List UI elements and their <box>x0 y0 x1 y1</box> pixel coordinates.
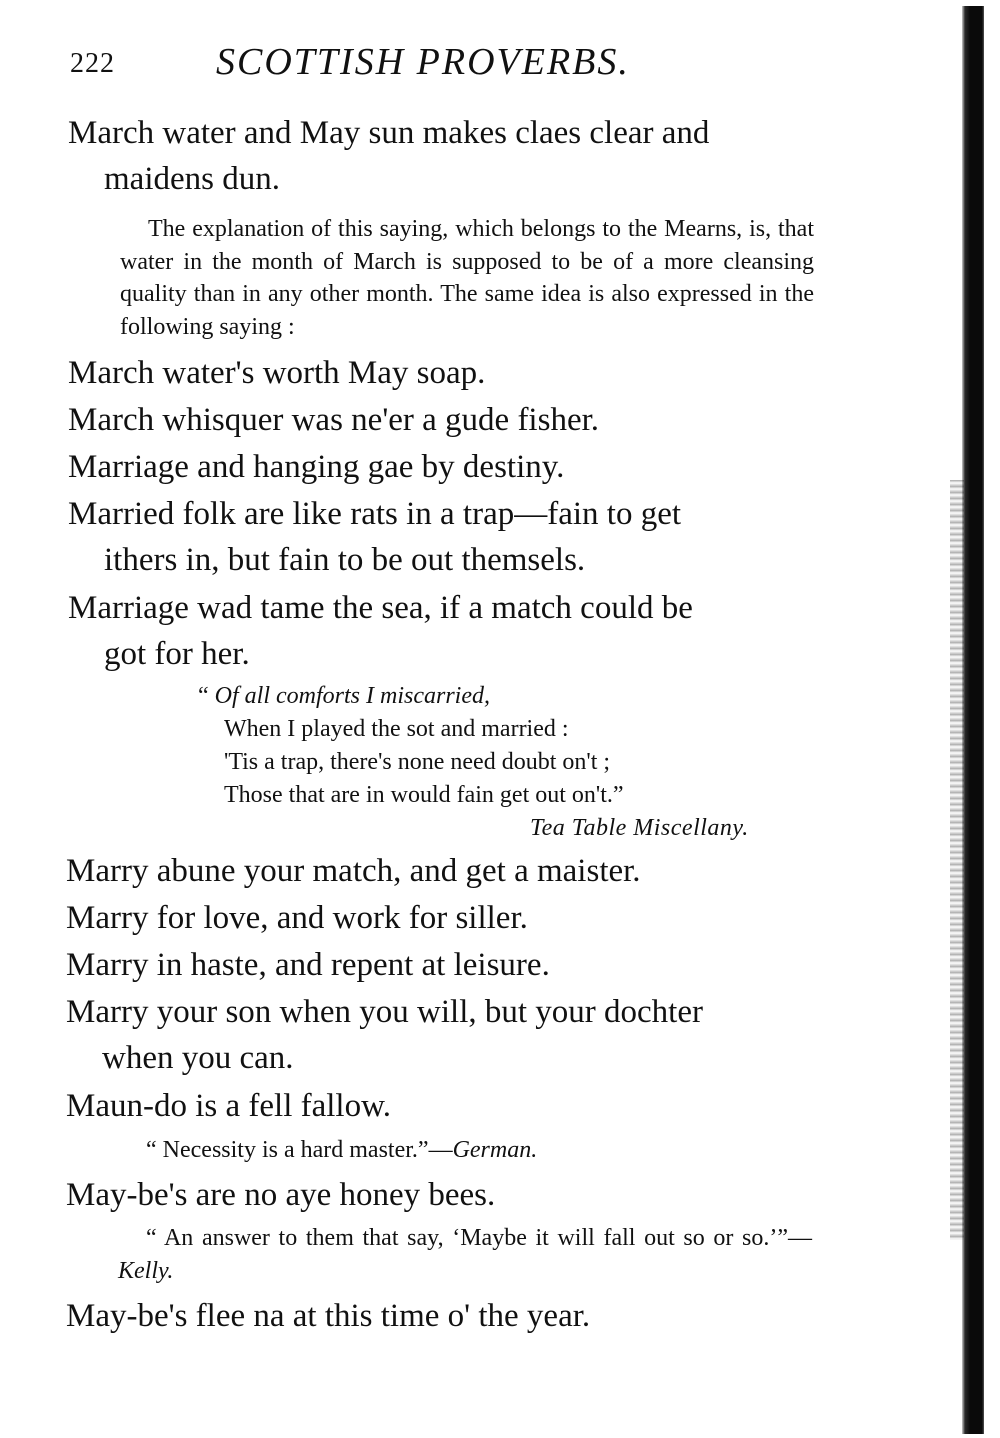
page-number: 222 <box>70 48 115 79</box>
open-quote: “ <box>198 683 215 709</box>
proverb-line-continued: got for her. <box>104 636 250 672</box>
proverb-line-continued: maidens dun. <box>104 161 280 197</box>
note-text: “ Necessity is a hard master.”— <box>146 1137 453 1163</box>
note-source: Kelly. <box>118 1257 174 1284</box>
verse-line-4: Those that are in would fain get out on't.” <box>224 782 624 808</box>
verse-quotation <box>198 680 624 812</box>
proverb-marry-for-love: Marry for love, and work for siller. <box>66 900 528 936</box>
proverb-march-whisquer: March whisquer was ne'er a gude fisher. <box>68 402 600 438</box>
page-binding-shadow <box>950 480 964 1240</box>
proverb-maybes-honey-bees: May-be's are no aye honey bees. <box>66 1177 496 1213</box>
proverb-married-folk-rats <box>68 491 681 583</box>
proverb-marry-in-haste: Marry in haste, and repent at leisure. <box>66 947 550 983</box>
note-text: “ An answer to them that say, ‘Maybe it will fall out so or so.’”— <box>146 1225 812 1251</box>
proverb-line-continued: when you can. <box>102 1040 294 1076</box>
proverb-marriage-tame-sea <box>68 585 693 677</box>
proverb-line: Married folk are like rats in a trap—fain to get <box>68 496 682 532</box>
proverb-marry-your-son <box>66 989 703 1081</box>
proverb-marry-abune: Marry abune your match, and get a maister. <box>66 853 641 889</box>
verse-line-1: “ Of all comforts I miscarried, <box>198 683 490 709</box>
note-source: German. <box>452 1137 538 1163</box>
proverb-march-waters-worth: March water's worth May soap. <box>68 355 486 391</box>
running-title: SCOTTISH PROVERBS. <box>216 41 630 83</box>
proverb-maybes-flee-na: May-be's flee na at this time o' the year. <box>66 1298 591 1334</box>
page-binding-edge <box>962 6 984 1434</box>
page-header <box>70 40 830 90</box>
proverb-maun-do: Maun-do is a fell fallow. <box>66 1088 392 1124</box>
note-necessity <box>146 1134 537 1167</box>
verse-line-2: When I played the sot and married : <box>224 716 569 742</box>
note-kelly-answer <box>118 1222 812 1287</box>
verse-line-3: 'Tis a trap, there's none need doubt on't ; <box>224 749 611 775</box>
proverb-line-continued: ithers in, but fain to be out themsels. <box>104 542 586 578</box>
proverb-line: Marry your son when you will, but your dochter <box>66 994 703 1030</box>
proverb-line: Marriage wad tame the sea, if a match could be <box>68 590 693 626</box>
proverb-line: March water and May sun makes claes clear and <box>68 115 710 151</box>
explanatory-note-mearns: The explanation of this saying, which belongs to the Mearns, is, that water in the month of March is supposed to be of a more cleansing quality than in any other month. The same idea is also expressed in the following saying : <box>120 216 814 340</box>
verse-source: Tea Table Miscellany. <box>530 815 749 841</box>
proverb-marriage-hanging: Marriage and hanging gae by destiny. <box>68 449 565 485</box>
proverb-march-water-may-sun <box>68 110 709 202</box>
